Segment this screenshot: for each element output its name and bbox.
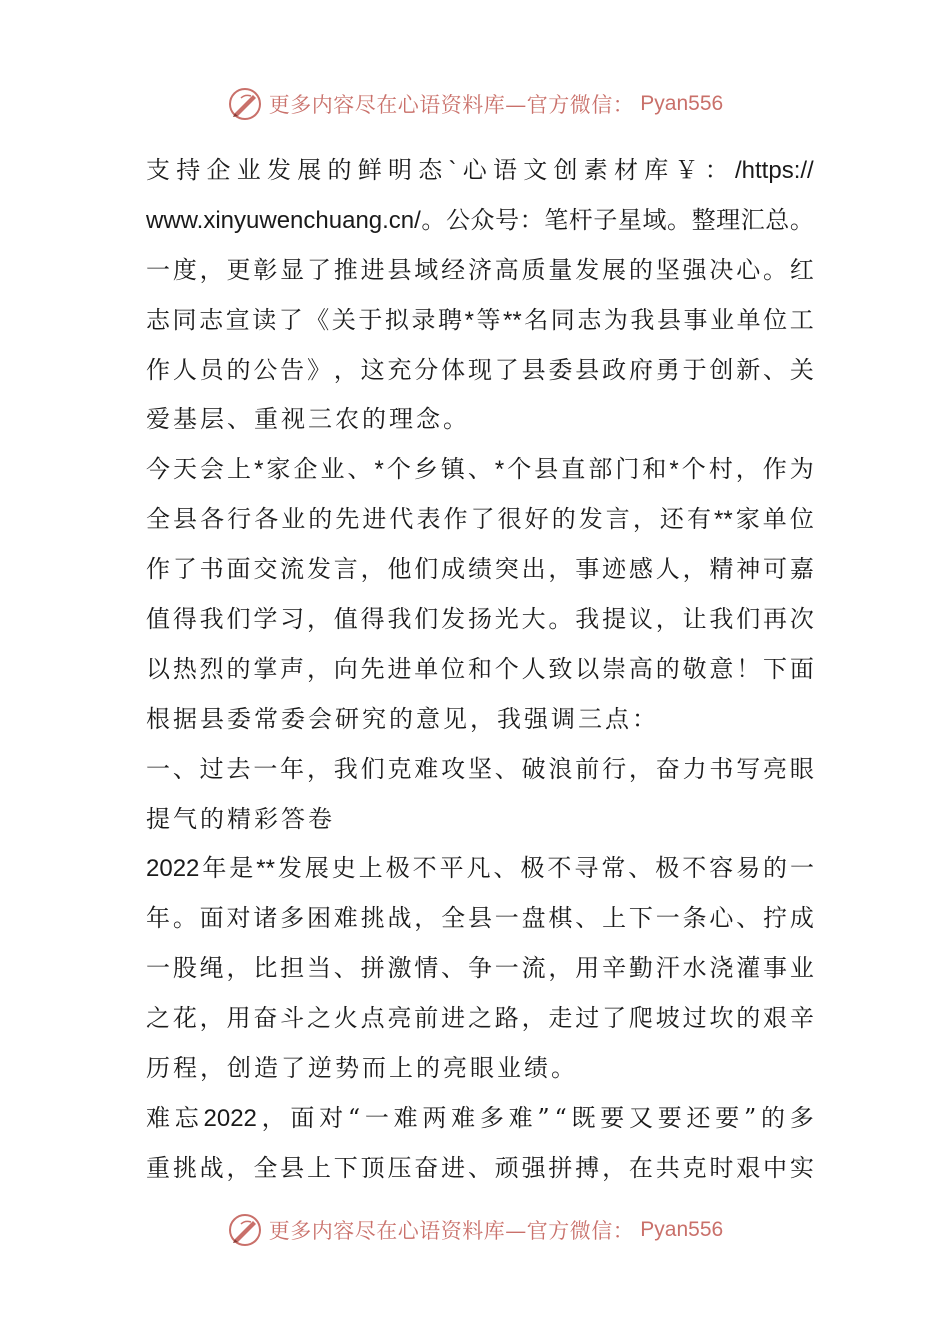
text-line: 历 程 ， 创 造 了 逆 势 而 上 的 亮 眼 业 绩 。 xyxy=(146,1054,578,1083)
text-line: 值 得 我 们 学 习 ， 值 得 我 们 发 扬 光 大 。 我 提 议 ， 让 我 们 再 次 xyxy=(146,605,814,634)
text-line: 作 了 书 面 交 流 发 言 ， 他 们 成 绩 突 出 ， 事 迹 感 人 ， 精 神 可 嘉 xyxy=(146,555,814,584)
text-line: 志 同 志 宣 读 了 《 关 于 拟 录 聘 * 等 ** 名 同 志 为 我 县 事 业 单 位 工 xyxy=(146,305,814,334)
text-line: 一 股 绳 ， 比 担 当 、 拼 激 情 、 争 一 流 ， 用 辛 勤 汗 水 浇 灌 事 业 xyxy=(146,954,814,983)
watermark-wechat-id: Pyan556 xyxy=(640,92,724,115)
text-line: 今 天 会 上 * 家 企 业 、 * 个 乡 镇 、 * 个 县 直 部 门 和 * 个 村 ， 作 为 xyxy=(146,455,814,484)
document-body xyxy=(146,146,814,1194)
watermark-text: 更多内容尽在心语资料库—官方微信： xyxy=(268,93,635,117)
header-watermark xyxy=(0,84,950,124)
text-line: 一 度 ， 更 彰 显 了 推 进 县 域 经 济 高 质 量 发 展 的 坚 强 决 心 。 红 xyxy=(146,255,814,284)
footer-watermark xyxy=(0,1210,950,1250)
text-line: 年 。 面 对 诸 多 困 难 挑 战 ， 全 县 一 盘 棋 、 上 下 一 条 心 、 拧 成 xyxy=(146,904,814,933)
text-line: 难 忘 2022 ， 面 对 “ 一 难 两 难 多 难 ” “ 既 要 又 要 还 要 ” 的 多 xyxy=(146,1103,814,1132)
text-line: 以 热 烈 的 掌 声 ， 向 先 进 单 位 和 个 人 致 以 崇 高 的 敬 意 ！ 下 面 xyxy=(146,654,814,683)
watermark-text: 更多内容尽在心语资料库—官方微信： xyxy=(268,1219,635,1243)
text-line: 重 挑 战 ， 全 县 上 下 顶 压 奋 进 、 顽 强 拼 搏 ， 在 共 克 时 艰 中 实 xyxy=(146,1153,814,1182)
text-line: 之 花 ， 用 奋 斗 之 火 点 亮 前 进 之 路 ， 走 过 了 爬 坡 过 坎 的 艰 辛 xyxy=(146,1004,814,1033)
text-line: 爱 基 层 、 重 视 三 农 的 理 念 。 xyxy=(146,405,470,434)
text-line: 2022 年 是 ** 发 展 史 上 极 不 平 凡 、 极 不 寻 常 、 极 不 容 易 的 一 xyxy=(146,854,814,883)
text-line: www.xinyuwenchuang.cn/ 。 公 众 号 ： 笔 杆 子 星 域 。 整 理 汇 总 。 xyxy=(146,205,814,234)
text-line: 一 、 过 去 一 年 ， 我 们 克 难 攻 坚 、 破 浪 前 行 ， 奋 力 书 写 亮 眼 xyxy=(146,754,814,783)
pen-logo-icon xyxy=(227,86,263,122)
text-line: 提 气 的 精 彩 答 卷 xyxy=(146,804,335,833)
watermark-wechat-id: Pyan556 xyxy=(640,1218,724,1241)
text-line: 根 据 县 委 常 委 会 研 究 的 意 见 ， 我 强 调 三 点 ： xyxy=(146,704,659,733)
text-line: 支 持 企 业 发 展 的 鲜 明 态 ` 心 语 文 创 素 材 库 ￥ ： /https:// xyxy=(146,156,814,184)
text-line: 作 人 员 的 公 告 》 ， 这 充 分 体 现 了 县 委 县 政 府 勇 于 创 新 、 关 xyxy=(146,355,814,384)
text-line: 全 县 各 行 各 业 的 先 进 代 表 作 了 很 好 的 发 言 ， 还 有 ** 家 单 位 xyxy=(146,505,814,534)
pen-logo-icon xyxy=(227,1212,263,1248)
